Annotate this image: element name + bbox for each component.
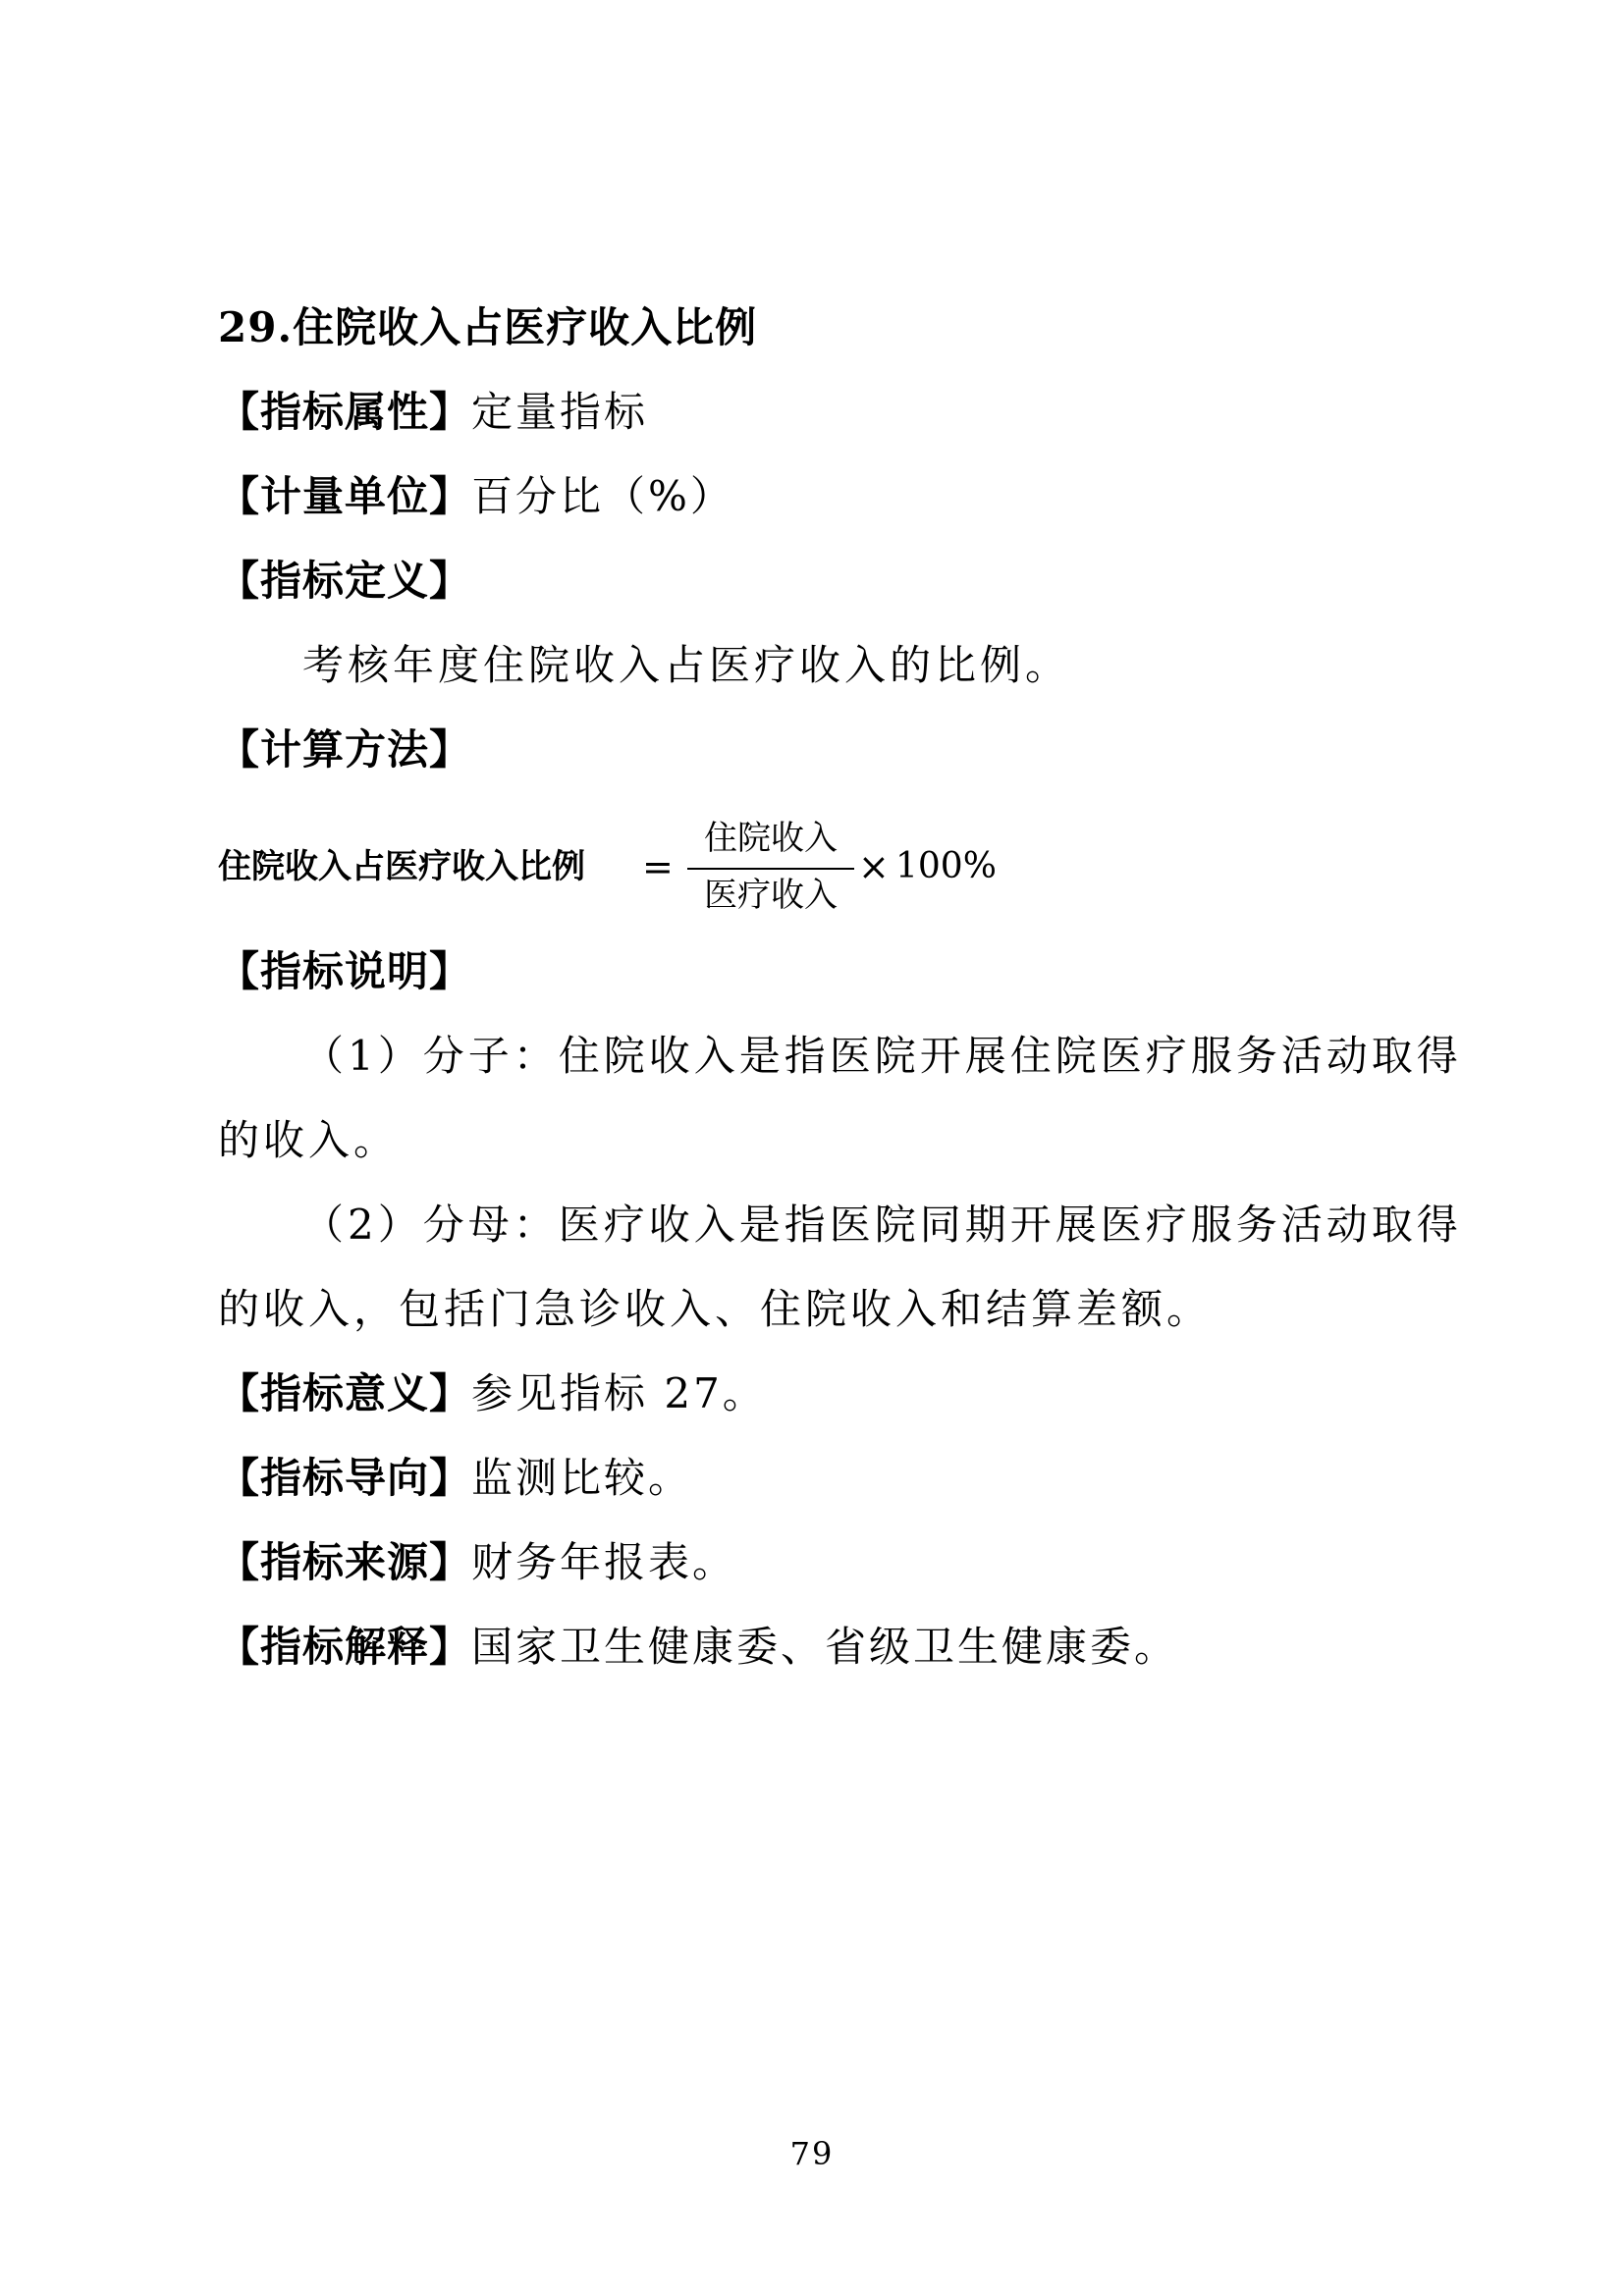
formula-times: × [858,845,890,888]
source-label: 【指标来源】 [218,1538,472,1586]
formula-fraction [687,813,854,921]
definition-text: 考核年度住院收入占医疗收入的比例。 [302,641,1071,689]
indicator-significance [218,1366,767,1421]
source-value: 财务年报表。 [471,1538,737,1586]
formula-numerator: 住院收入 [704,819,838,858]
explanation-heading [218,944,471,999]
explanation-item2-line2: 的收入，包括门急诊收入、住院收入和结算差额。 [218,1285,1213,1333]
explanation-label: 【指标说明】 [218,947,472,995]
indicator-interpretation [218,1620,1178,1675]
method-heading [218,722,471,777]
attribute-label: 【指标属性】 [218,388,472,436]
calculation-formula [218,813,1102,921]
significance-value: 参见指标 27。 [471,1369,767,1417]
formula-factor: 100% [895,846,997,886]
indicator-direction [218,1451,692,1506]
indicator-attribute [218,385,648,440]
page-number: 79 [789,2135,835,2172]
significance-label: 【指标意义】 [218,1369,472,1417]
unit-value: 百分比（%） [471,472,734,520]
definition-label: 【指标定义】 [218,557,472,605]
direction-label: 【指标导向】 [218,1454,472,1502]
direction-value: 监测比较。 [471,1454,693,1502]
formula-lhs: 住院收入占医疗收入比例 [218,847,585,886]
definition-heading [218,554,471,609]
formula-equals: = [642,845,674,888]
attribute-value: 定量指标 [471,388,649,436]
explanation-item1-line1: （1）分子：住院收入是指医院开展住院医疗服务活动取得 [302,1032,1462,1080]
indicator-source [218,1535,736,1590]
fraction-bar [687,868,854,870]
method-label: 【计算方法】 [218,725,472,774]
interpretation-label: 【指标解释】 [218,1623,472,1671]
measurement-unit [218,469,734,524]
unit-label: 【计量单位】 [218,472,472,520]
formula-denominator: 医疗收入 [704,876,838,915]
interpretation-value: 国家卫生健康委、省级卫生健康委。 [471,1623,1179,1671]
indicator-title: 29.住院收入占医疗收入比例 [218,303,758,351]
explanation-item1-line2: 的收入。 [218,1116,400,1164]
explanation-item2-line1: （2）分母：医疗收入是指医院同期开展医疗服务活动取得 [302,1201,1462,1249]
